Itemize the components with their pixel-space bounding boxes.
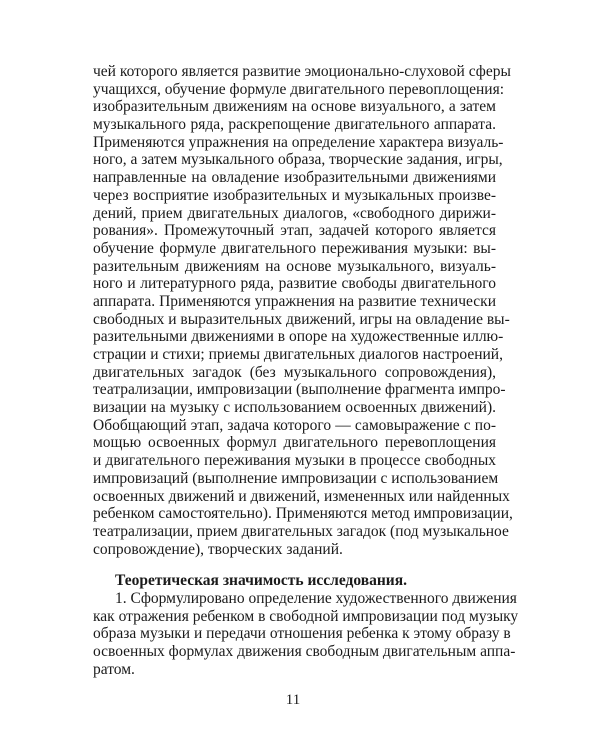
text-line: как отражения ребенком в свободной импровизации под музыку bbox=[93, 607, 519, 625]
page-number bbox=[0, 691, 600, 709]
paragraph-gap bbox=[93, 558, 496, 572]
page-number-text: 11 bbox=[285, 692, 301, 708]
text-line: театрализации, прием двигательных загадок (под музыкальное bbox=[93, 522, 509, 540]
text-line: 1. Сформулировано определение художественного движения bbox=[115, 589, 517, 607]
text-line: аппарата. Применяются упражнения на развитие технически bbox=[93, 292, 496, 310]
text-line: дений, прием двигательных диалогов, «свободного дирижи- bbox=[93, 204, 496, 222]
text-line: Обобщающий этап, задача которого — самовыражение с по- bbox=[93, 416, 496, 434]
paragraph-methods bbox=[93, 63, 513, 558]
paragraph-theoretical-significance bbox=[93, 589, 519, 678]
text-line: ратом. bbox=[93, 660, 135, 678]
text-line: ребенком самостоятельно). Применяются метод импровизации, bbox=[93, 505, 513, 523]
text-line: импровизаций (выполнение импровизации с использованием bbox=[93, 469, 499, 487]
text-line: сопровождение), творческих заданий. bbox=[93, 540, 343, 558]
text-line: через восприятие изобразительных и музыкальных произве- bbox=[93, 186, 496, 204]
text-line: визации на музыку с использованием освоенных движений). bbox=[93, 399, 496, 417]
text-line: свободных и выразительных движений, игры на овладение вы- bbox=[93, 310, 510, 328]
page-body bbox=[93, 63, 519, 678]
text-line: освоенных формулах движения свободным двигательным аппа- bbox=[93, 643, 516, 660]
text-line: обучение формуле двигательного переживания музыки: вы- bbox=[93, 239, 496, 257]
text-line: рования». Промежуточный этап, задачей которого является bbox=[93, 222, 496, 240]
text-line: ного, а затем музыкального образа, творческие задания, игры, bbox=[93, 151, 503, 169]
text-line: разительным движениям на основе музыкального, визуаль- bbox=[93, 257, 496, 275]
text-line: направленные на овладение изобразительными движениями bbox=[93, 169, 496, 187]
text-line: разительными движениями в опоре на художественные иллю- bbox=[93, 328, 504, 346]
text-line: Применяются упражнения на определение характера визуаль- bbox=[93, 133, 504, 151]
text-line: страции и стихи; приемы двигательных диалогов настроений, bbox=[93, 346, 503, 363]
text-line: образа музыки и передачи отношения ребенка к этому образу в bbox=[93, 625, 511, 643]
text-line: освоенных движений и движений, измененных или найденных bbox=[93, 487, 510, 505]
text-line: музыкального ряда, раскрепощение двигательного аппарата. bbox=[93, 116, 496, 134]
text-line: театрализации, импровизации (выполнение фрагмента импро- bbox=[93, 381, 506, 399]
text-line: ного и литературного ряда, развитие свободы двигательного bbox=[93, 275, 496, 293]
text-line: мощью освоенных формул двигательного перевоплощения bbox=[93, 434, 496, 452]
text-line: изобразительным движениям на основе визуального, а затем bbox=[93, 98, 496, 116]
text-line: двигательных загадок (без музыкального сопровождения), bbox=[93, 363, 496, 381]
section-heading: Теоретическая значимость исследования. bbox=[115, 572, 407, 590]
text-line: учащихся, обучение формуле двигательного перевоплощения: bbox=[93, 80, 505, 98]
text-line: чей которого является развитие эмоционально-слуховой сферы bbox=[93, 63, 511, 80]
text-line: и двигательного переживания музыки в процессе свободных bbox=[93, 452, 496, 470]
